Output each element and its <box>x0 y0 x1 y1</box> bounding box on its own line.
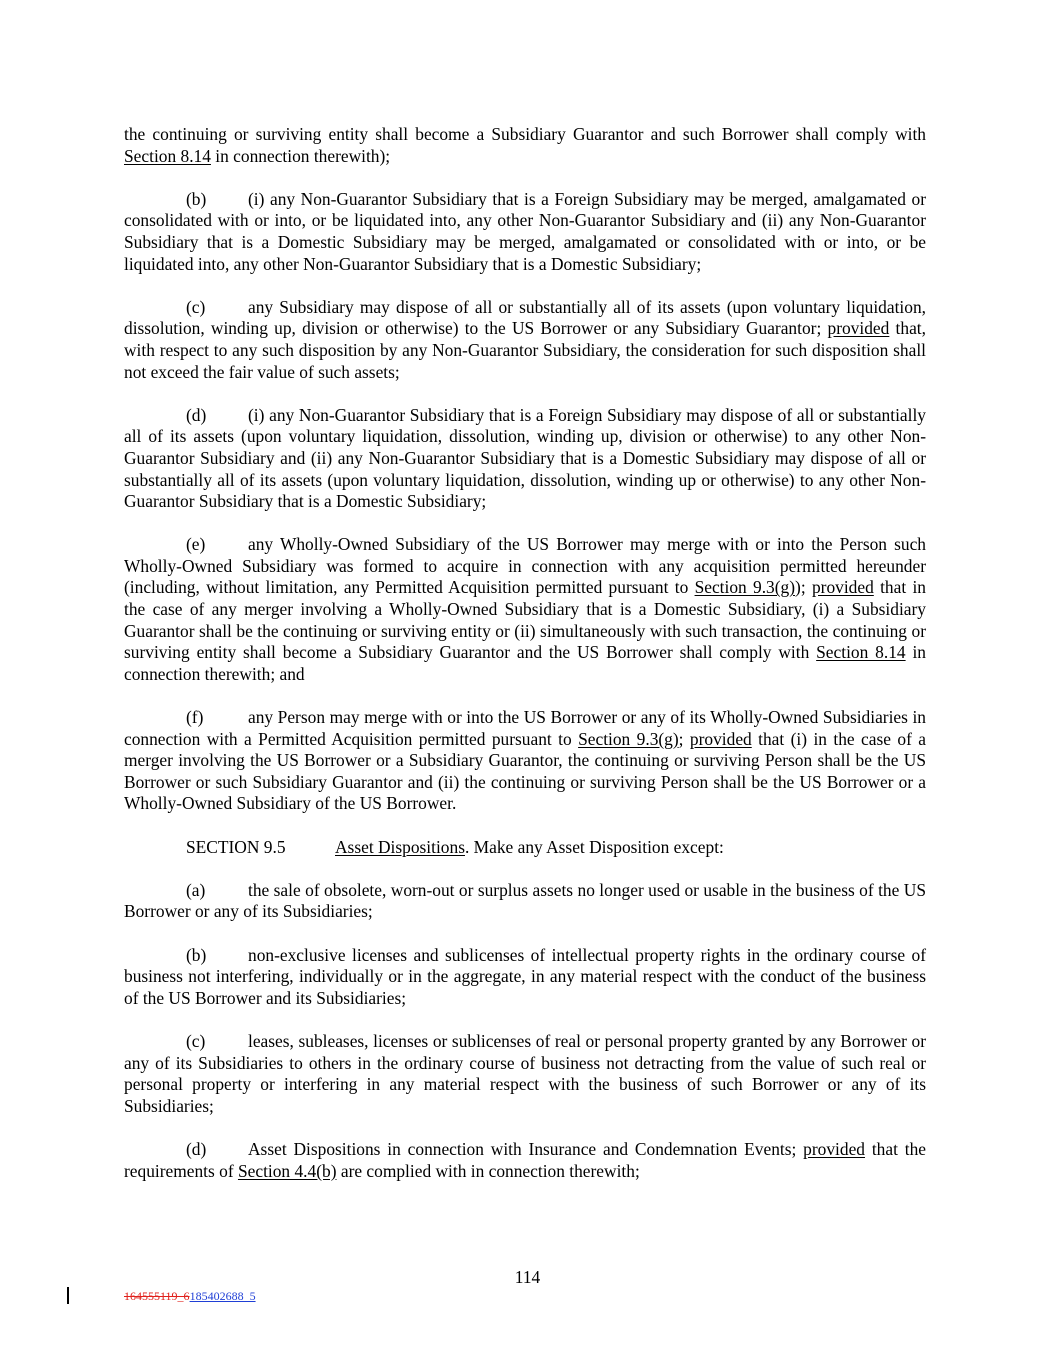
clause-label: (c) <box>186 296 206 317</box>
clause-text: that (i) in the case of a merger involving the US Borrower or a Subsidiary Guarantor, the continuing or surviving Person shall be the US Borrower or such Subsidiary Guarantor and (ii) the continuing or surviving Person shall be the US Borrower or a Wholly-Owned Subsidiary of the US Borrower. <box>124 728 927 814</box>
clause-e <box>124 534 926 685</box>
clause-label: (d) <box>186 404 207 425</box>
section-number: SECTION 9.5 <box>186 836 286 857</box>
change-bar <box>67 1287 69 1304</box>
document-page <box>124 124 926 1204</box>
clause-b <box>124 189 926 275</box>
disposition-clause-c <box>124 1031 926 1117</box>
document-id <box>124 1289 256 1303</box>
clause-label: (f) <box>186 707 204 728</box>
section-reference: Section 4.4(b) <box>237 1160 337 1181</box>
clause-text: non-exclusive licenses and sublicenses of intellectual property rights in the ordinary course of business not interfering, individually or in the aggregate, in any material respect with the conduct of the business of the US Borrower and its Subsidiaries; <box>124 944 926 1008</box>
paragraph-text: the continuing or surviving entity shall become a Subsidiary Guarantor and such Borrower shall comply with <box>124 124 926 144</box>
section-reference: Section 8.14 <box>124 145 211 166</box>
provided-term: provided <box>689 728 752 749</box>
clause-text: any Person may merge with or into the US Borrower or any of its Wholly-Owned Subsidiaries in connection with a Permitted Acquisition permitted pursuant to <box>124 707 926 749</box>
provided-term: provided <box>827 318 890 339</box>
page-number: 114 <box>514 1267 541 1287</box>
clause-d <box>124 405 926 513</box>
provided-term: provided <box>811 577 874 598</box>
deleted-doc-id: 164555119_6 <box>124 1289 190 1303</box>
clause-text: leases, subleases, licenses or sublicenses of real or personal property granted by any Borrower or any of its Subsidiaries to others in the ordinary course of business not detracting from the value of such real or personal property or interfering in any material respect with the business of such Borrower or any of its Subsidiaries; <box>124 1030 926 1116</box>
clause-label: (b) <box>186 944 207 965</box>
clause-text: any Subsidiary may dispose of all or substantially all of its assets (upon voluntary liquidation, dissolution, winding up, division or otherwise) to the US Borrower or any Subsidiary Guarantor; <box>124 296 926 339</box>
section-reference: Section 9.3(g) <box>694 577 796 598</box>
clause-text: any Wholly-Owned Subsidiary of the US Borrower may merge with or into the Person such Wholly-Owned Subsidiary was formed to acquire in connection with any acquisition permitted hereunder (including, without limitation, any Permitted Acquisition permitted pursuant to <box>124 534 926 598</box>
clause-c <box>124 297 926 383</box>
clause-label: (b) <box>186 188 207 209</box>
section-reference: Section 9.3(g) <box>578 728 679 749</box>
clause-text: the sale of obsolete, worn-out or surplus assets no longer used or usable in the business of the US Borrower or any of its Subsidiaries; <box>124 879 926 922</box>
clause-text: are complied with in connection therewith; <box>336 1160 640 1181</box>
clause-text: (i) any Non-Guarantor Subsidiary that is a Foreign Subsidiary may be merged, amalgamated or consolidated with or into, or be liquidated into, any other Non-Guarantor Subsidiary and (ii) any Non-Guarantor Subsidiary that is a Domestic Subsidiary may be merged, amalgamated or consolidated with or into, or be liquidated into, any other Non-Guarantor Subsidiary that is a Domestic Subsidiary; <box>124 188 926 274</box>
inserted-doc-id: 185402688_5 <box>189 1289 256 1303</box>
section-title: Asset Dispositions <box>335 836 465 857</box>
clause-text: ); <box>795 577 812 598</box>
paragraph-text: in connection therewith); <box>210 145 391 166</box>
clause-label: (a) <box>186 879 206 900</box>
clause-text: that the requirements of <box>124 1138 926 1181</box>
clause-text: Asset Dispositions in connection with Insurance and Condemnation Events; <box>248 1138 804 1159</box>
disposition-clause-a <box>124 880 926 923</box>
section-reference: Section 8.14 <box>816 642 906 663</box>
disposition-clause-b <box>124 945 926 1010</box>
disposition-clause-d <box>124 1139 926 1182</box>
clause-text: that, with respect to any such disposition by any Non-Guarantor Subsidiary, the consideration for such disposition shall not exceed the fair value of such assets; <box>124 318 926 382</box>
clause-f <box>124 707 926 815</box>
clause-text: that in the case of any merger involving a Wholly-Owned Subsidiary that is a Domestic Subsidiary, (i) a Subsidiary Guarantor shall be the continuing or surviving entity or (ii) simultaneously with such transaction, the continuing or surviving entity shall become a Subsidiary Guarantor and the US Borrower shall comply with <box>124 577 926 663</box>
section-intro-text: . Make any Asset Disposition except: <box>464 836 724 857</box>
section-9-5-heading <box>124 837 926 859</box>
clause-text: in connection therewith; and <box>124 642 927 684</box>
clause-text: (i) any Non-Guarantor Subsidiary that is a Foreign Subsidiary may dispose of all or substantially all of its assets (upon voluntary liquidation, dissolution, winding up, division or otherwise) to any other Non-Guarantor Subsidiary and (ii) any Non-Guarantor Subsidiary that is a Domestic Subsidiary may dispose of all or substantially all of its assets (upon voluntary liquidation, dissolution, winding up or otherwise) to any other Non-Guarantor Subsidiary that is a Domestic Subsidiary; <box>124 404 926 512</box>
paragraph-continuation <box>124 124 926 167</box>
clause-label: (e) <box>186 534 206 555</box>
clause-text: ; <box>678 728 690 749</box>
clause-label: (d) <box>186 1138 207 1159</box>
provided-term: provided <box>803 1138 865 1159</box>
clause-label: (c) <box>186 1030 206 1051</box>
